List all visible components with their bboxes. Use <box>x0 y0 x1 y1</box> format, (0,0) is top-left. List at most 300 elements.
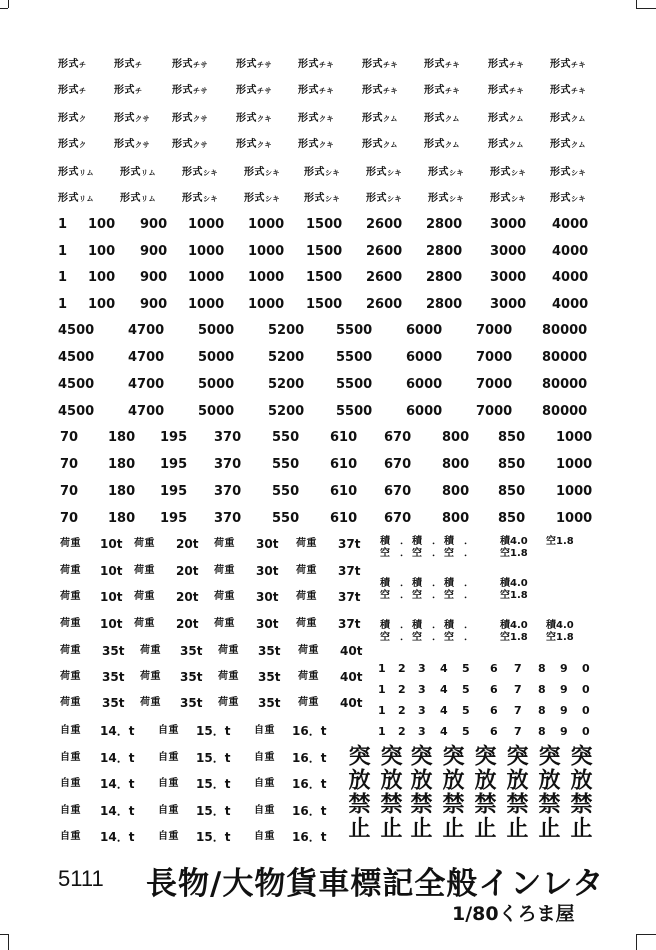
keishiki-label: 形式シキ <box>428 167 464 178</box>
number-label: 1000 <box>188 243 225 259</box>
keishiki-label: 形式クム <box>488 139 524 150</box>
crop-mark-bottom-right <box>636 934 637 950</box>
digit-row <box>0 700 656 722</box>
load-label: 荷重 <box>296 538 317 549</box>
number-label: 1000 <box>188 270 225 285</box>
crop-mark-bottom-left <box>0 934 8 935</box>
keishiki-label: 形式クサ <box>172 139 208 150</box>
empty-weight-mark: 空1.8 <box>500 590 528 601</box>
digit-label: 5 <box>462 683 470 696</box>
keishiki-label: 形式チキ <box>362 59 398 70</box>
empty-weight-mark: ． <box>432 548 442 559</box>
self-weight-value: 15．t <box>196 803 231 818</box>
loaded-weight-mark: ． <box>432 536 442 547</box>
self-weight-value: 15．t <box>196 750 231 765</box>
empty-weight-mark: 空 <box>380 590 390 601</box>
number-row <box>0 294 656 316</box>
number-label: 850 <box>498 484 526 499</box>
number-label: 5500 <box>336 404 373 419</box>
number-label: 1000 <box>248 296 285 312</box>
number-label: 1500 <box>306 217 343 232</box>
keishiki-label: 形式チキ <box>298 85 334 96</box>
digit-label: 6 <box>490 683 498 696</box>
load-value: 20t <box>176 563 199 578</box>
number-label: 4500 <box>58 377 95 392</box>
number-row <box>0 241 656 263</box>
keishiki-row <box>0 80 656 102</box>
keishiki-label: 形式チ <box>114 85 143 96</box>
keishiki-label: 形式シキ <box>366 167 402 178</box>
keishiki-row <box>0 162 656 184</box>
number-label: 1 <box>58 270 68 285</box>
number-label: 70 <box>60 511 79 526</box>
digit-label: 3 <box>418 662 426 675</box>
number-label: 4700 <box>128 350 165 365</box>
number-label: 850 <box>498 511 526 526</box>
keishiki-label: 形式リム <box>58 167 94 178</box>
number-label: 2800 <box>426 296 463 312</box>
number-label: 6000 <box>406 404 443 419</box>
load-label: 荷重 <box>214 617 235 629</box>
crop-mark-top-right <box>636 8 656 9</box>
self-weight-value: 15．t <box>196 777 231 791</box>
digit-label: 7 <box>514 704 522 717</box>
load-value: 10t <box>100 537 123 551</box>
number-label: 610 <box>330 511 358 526</box>
number-row <box>0 401 656 423</box>
number-label: 5200 <box>268 350 305 365</box>
number-label: 1 <box>58 296 68 312</box>
number-label: 3000 <box>490 296 527 312</box>
digit-label: 4 <box>440 662 448 675</box>
digit-label: 3 <box>418 683 426 696</box>
number-label: 550 <box>272 484 300 499</box>
keishiki-label: 形式ク <box>58 139 87 150</box>
load-label: 荷重 <box>218 697 239 708</box>
number-label: 4000 <box>552 296 589 312</box>
keishiki-label: 形式リム <box>120 167 156 178</box>
number-label: 100 <box>88 217 116 232</box>
empty-weight-mark: ． <box>432 590 442 601</box>
load-label: 荷重 <box>218 671 239 682</box>
number-label: 80000 <box>542 404 588 419</box>
number-label: 7000 <box>476 350 513 365</box>
number-label: 5200 <box>268 404 305 419</box>
self-weight-value: 16．t <box>292 724 327 738</box>
number-label: 5000 <box>198 404 235 419</box>
keishiki-label: 形式クム <box>424 139 460 150</box>
no-shunting-notice: 突放禁止 <box>407 744 432 840</box>
number-label: 5500 <box>336 377 373 392</box>
load-value: 30t <box>256 616 279 631</box>
number-row <box>0 374 656 396</box>
number-label: 195 <box>160 457 188 472</box>
number-label: 1000 <box>556 457 593 472</box>
load-label: 荷重 <box>60 671 81 682</box>
keishiki-label: 形式シキ <box>304 193 340 204</box>
number-label: 3000 <box>490 243 527 259</box>
keishiki-label: 形式チキ <box>362 85 398 96</box>
keishiki-label: 形式シキ <box>490 167 526 178</box>
load-label: 荷重 <box>60 645 81 656</box>
self-weight-value: 14．t <box>100 724 135 738</box>
empty-weight-mark: 空1.8 <box>500 548 528 559</box>
empty-weight-mark: 空1.8 <box>500 632 528 643</box>
self-weight-value: 16．t <box>292 803 327 818</box>
load-label: 荷重 <box>60 564 81 576</box>
number-label: 4700 <box>128 404 165 419</box>
number-row <box>0 508 656 530</box>
load-value: 37t <box>338 537 361 551</box>
number-label: 370 <box>214 430 242 445</box>
keishiki-label: 形式チキ <box>298 59 334 70</box>
digit-label: 9 <box>560 725 568 738</box>
load-value: 35t <box>258 670 281 684</box>
number-label: 1500 <box>306 296 343 312</box>
loaded-weight-mark: 積 <box>444 578 454 589</box>
number-label: 1000 <box>248 217 285 232</box>
keishiki-label: 形式クキ <box>298 139 334 150</box>
number-label: 800 <box>442 511 470 526</box>
loaded-weight-mark: 積4.0 <box>500 536 528 547</box>
load-value: 37t <box>338 616 361 631</box>
number-label: 100 <box>88 296 116 312</box>
number-row <box>0 214 656 236</box>
load-label: 荷重 <box>134 591 155 602</box>
load-label: 荷重 <box>140 645 161 656</box>
number-label: 6000 <box>406 323 443 338</box>
load-value: 35t <box>180 696 203 710</box>
load-value: 35t <box>258 644 281 658</box>
keishiki-label: 形式クム <box>488 113 524 124</box>
number-label: 900 <box>140 270 168 285</box>
digit-label: 6 <box>490 704 498 717</box>
number-label: 2800 <box>426 217 463 232</box>
load-value: 10t <box>100 563 123 578</box>
self-weight-label: 自重 <box>60 751 81 763</box>
number-label: 4700 <box>128 323 165 338</box>
empty-weight-mark: 空 <box>412 632 422 643</box>
number-label: 900 <box>140 296 168 312</box>
number-label: 80000 <box>542 350 588 365</box>
number-label: 1000 <box>248 243 285 259</box>
number-label: 850 <box>498 457 526 472</box>
load-row <box>0 560 656 582</box>
empty-weight-mark: ． <box>400 548 410 559</box>
number-label: 80000 <box>542 377 588 392</box>
empty-weight-mark: ． <box>464 632 474 643</box>
load-label: 荷重 <box>214 591 235 602</box>
digit-label: 2 <box>398 662 406 675</box>
keishiki-label: 形式リム <box>58 193 94 204</box>
number-label: 1000 <box>556 511 593 526</box>
keishiki-label: 形式チキ <box>488 59 524 70</box>
keishiki-label: 形式チ <box>58 85 87 96</box>
digit-label: 0 <box>582 725 590 738</box>
number-label: 5500 <box>336 350 373 365</box>
loaded-weight-mark: ． <box>464 536 474 547</box>
number-label: 180 <box>108 430 136 445</box>
no-shunting-notice: 突放禁止 <box>567 744 592 840</box>
digit-label: 9 <box>560 704 568 717</box>
self-weight-value: 15．t <box>196 724 231 738</box>
number-label: 4000 <box>552 243 589 259</box>
self-weight-label: 自重 <box>254 804 275 816</box>
load-value: 37t <box>338 590 361 604</box>
no-shunting-notice: 突放禁止 <box>439 744 464 840</box>
load-label: 荷重 <box>296 564 317 576</box>
self-weight-label: 自重 <box>60 804 81 816</box>
empty-weight-mark: ． <box>464 590 474 601</box>
load-label: 荷重 <box>214 538 235 549</box>
number-label: 5200 <box>268 323 305 338</box>
keishiki-label: 形式チサ <box>236 85 272 96</box>
digit-label: 8 <box>538 725 546 738</box>
digit-label: 8 <box>538 662 546 675</box>
self-weight-label: 自重 <box>158 804 179 816</box>
self-weight-label: 自重 <box>254 778 275 789</box>
keishiki-label: 形式クキ <box>298 113 334 124</box>
load-label: 荷重 <box>140 697 161 708</box>
digit-label: 2 <box>398 725 406 738</box>
digit-label: 4 <box>440 683 448 696</box>
keishiki-row <box>0 54 656 76</box>
self-weight-label: 自重 <box>158 751 179 763</box>
number-label: 1500 <box>306 243 343 259</box>
load-value: 40t <box>340 696 363 710</box>
no-shunting-notice: 突放禁止 <box>377 744 402 840</box>
load-label: 荷重 <box>140 671 161 682</box>
number-label: 610 <box>330 457 358 472</box>
self-weight-label: 自重 <box>158 831 179 842</box>
number-label: 6000 <box>406 350 443 365</box>
keishiki-label: 形式シキ <box>304 167 340 178</box>
loaded-weight-mark: ． <box>400 620 410 631</box>
crop-mark-top-right <box>636 0 637 8</box>
no-shunting-notice: 突放禁止 <box>345 744 370 840</box>
number-label: 4500 <box>58 404 95 419</box>
self-weight-label: 自重 <box>254 751 275 763</box>
number-label: 80000 <box>542 323 588 338</box>
number-label: 5500 <box>336 323 373 338</box>
number-label: 370 <box>214 457 242 472</box>
digit-label: 6 <box>490 662 498 675</box>
no-shunting-notice: 突放禁止 <box>535 744 560 840</box>
digit-label: 3 <box>418 725 426 738</box>
empty-weight-mark: 空 <box>444 590 454 601</box>
crop-mark-top-left <box>0 8 8 9</box>
number-label: 4000 <box>552 217 589 232</box>
number-row <box>0 427 656 449</box>
self-weight-value: 16．t <box>292 830 327 844</box>
load-value: 35t <box>102 696 125 710</box>
number-label: 180 <box>108 484 136 499</box>
self-weight-value: 14．t <box>100 750 135 765</box>
keishiki-label: 形式クキ <box>236 113 272 124</box>
number-label: 370 <box>214 511 242 526</box>
keishiki-label: 形式シキ <box>490 193 526 204</box>
digit-label: 1 <box>378 662 386 675</box>
keishiki-label: 形式シキ <box>366 193 402 204</box>
empty-weight-mark: 空 <box>444 632 454 643</box>
load-value: 35t <box>102 670 125 684</box>
number-label: 800 <box>442 484 470 499</box>
loaded-weight-mark: ． <box>464 620 474 631</box>
self-weight-label: 自重 <box>254 725 275 736</box>
load-value: 37t <box>338 563 361 578</box>
loaded-weight-mark: ． <box>400 578 410 589</box>
number-label: 5000 <box>198 350 235 365</box>
keishiki-label: 形式チキ <box>550 85 586 96</box>
load-value: 30t <box>256 563 279 578</box>
keishiki-label: 形式ク <box>58 113 87 124</box>
loaded-weight-mark: 空1.8 <box>546 536 574 547</box>
load-value: 20t <box>176 616 199 631</box>
empty-weight-mark: ． <box>432 632 442 643</box>
loaded-weight-mark: 積4.0 <box>546 620 574 631</box>
number-label: 3000 <box>490 217 527 232</box>
keishiki-label: 形式クム <box>362 113 398 124</box>
load-label: 荷重 <box>296 591 317 602</box>
number-label: 1 <box>58 217 68 232</box>
keishiki-label: 形式シキ <box>182 193 218 204</box>
number-label: 1 <box>58 243 68 259</box>
empty-weight-mark: 空 <box>380 548 390 559</box>
brand-label: 1/80くろま屋 <box>452 903 575 925</box>
number-label: 7000 <box>476 404 513 419</box>
digit-label: 4 <box>440 725 448 738</box>
empty-weight-mark: ． <box>464 548 474 559</box>
load-value: 35t <box>180 670 203 684</box>
self-weight-label: 自重 <box>60 725 81 736</box>
keishiki-label: 形式クサ <box>114 113 150 124</box>
load-label: 荷重 <box>214 564 235 576</box>
no-shunting-notice: 突放禁止 <box>503 744 528 840</box>
number-label: 850 <box>498 430 526 445</box>
keishiki-label: 形式シキ <box>244 167 280 178</box>
number-row <box>0 267 656 289</box>
keishiki-label: 形式クサ <box>172 113 208 124</box>
number-label: 4500 <box>58 350 95 365</box>
number-label: 100 <box>88 270 116 285</box>
digit-label: 1 <box>378 704 386 717</box>
load-label: 荷重 <box>60 591 81 602</box>
number-label: 1000 <box>188 217 225 232</box>
product-code: 5111 <box>58 866 104 891</box>
empty-weight-mark: 空 <box>412 548 422 559</box>
digit-label: 6 <box>490 725 498 738</box>
loaded-weight-mark: 積 <box>412 578 422 589</box>
number-label: 2800 <box>426 243 463 259</box>
digit-label: 1 <box>378 683 386 696</box>
loaded-weight-mark: 積 <box>380 578 390 589</box>
load-label: 荷重 <box>218 645 239 656</box>
loaded-weight-mark: ． <box>432 578 442 589</box>
digit-label: 5 <box>462 662 470 675</box>
keishiki-label: 形式チ <box>114 59 143 70</box>
number-label: 670 <box>384 430 412 445</box>
load-label: 荷重 <box>298 697 319 708</box>
load-value: 30t <box>256 537 279 551</box>
crop-mark-bottom-right <box>636 934 656 935</box>
number-label: 4000 <box>552 270 589 285</box>
keishiki-label: 形式シキ <box>550 167 586 178</box>
keishiki-label: 形式チサ <box>172 59 208 70</box>
number-label: 1000 <box>556 430 593 445</box>
digit-row <box>0 679 656 701</box>
keishiki-label: 形式チサ <box>236 59 272 70</box>
digit-label: 9 <box>560 683 568 696</box>
load-label: 荷重 <box>134 538 155 549</box>
number-label: 550 <box>272 457 300 472</box>
keishiki-label: 形式チ <box>58 59 87 70</box>
crop-mark-bottom-left <box>8 934 9 950</box>
number-label: 550 <box>272 511 300 526</box>
digit-label: 1 <box>378 725 386 738</box>
loaded-weight-mark: 積 <box>412 536 422 547</box>
number-label: 550 <box>272 430 300 445</box>
number-label: 900 <box>140 243 168 259</box>
keishiki-label: 形式リム <box>120 193 156 204</box>
load-value: 35t <box>102 644 125 658</box>
number-label: 800 <box>442 457 470 472</box>
number-label: 180 <box>108 511 136 526</box>
number-row <box>0 320 656 342</box>
loaded-weight-mark: 積 <box>380 536 390 547</box>
number-label: 7000 <box>476 323 513 338</box>
self-weight-label: 自重 <box>158 725 179 736</box>
loaded-weight-mark: ． <box>400 536 410 547</box>
keishiki-label: 形式クム <box>550 139 586 150</box>
number-label: 5200 <box>268 377 305 392</box>
digit-label: 7 <box>514 662 522 675</box>
number-label: 4500 <box>58 323 95 338</box>
load-label: 荷重 <box>134 564 155 576</box>
digit-label: 7 <box>514 683 522 696</box>
keishiki-label: 形式クム <box>362 139 398 150</box>
number-label: 195 <box>160 484 188 499</box>
load-value: 30t <box>256 590 279 604</box>
number-row <box>0 481 656 503</box>
self-weight-value: 14．t <box>100 777 135 791</box>
empty-weight-mark: 空1.8 <box>546 632 574 643</box>
empty-weight-mark: 空 <box>380 632 390 643</box>
product-title: 長物/大物貨車標記全般インレタ <box>146 866 605 902</box>
digit-label: 7 <box>514 725 522 738</box>
loaded-weight-mark: 積 <box>444 536 454 547</box>
self-weight-label: 自重 <box>60 778 81 789</box>
number-label: 6000 <box>406 377 443 392</box>
empty-weight-mark: 空 <box>412 590 422 601</box>
number-label: 195 <box>160 430 188 445</box>
digit-label: 5 <box>462 704 470 717</box>
digit-label: 0 <box>582 683 590 696</box>
keishiki-row <box>0 188 656 210</box>
self-weight-label: 自重 <box>158 778 179 789</box>
load-row <box>0 586 656 608</box>
self-weight-value: 14．t <box>100 803 135 818</box>
self-weight-row <box>0 720 656 742</box>
number-row <box>0 347 656 369</box>
digit-label: 8 <box>538 704 546 717</box>
load-value: 40t <box>340 670 363 684</box>
digit-label: 3 <box>418 704 426 717</box>
load-label: 荷重 <box>60 697 81 708</box>
number-label: 1000 <box>188 296 225 312</box>
digit-label: 5 <box>462 725 470 738</box>
keishiki-label: 形式チキ <box>550 59 586 70</box>
load-label: 荷重 <box>298 645 319 656</box>
